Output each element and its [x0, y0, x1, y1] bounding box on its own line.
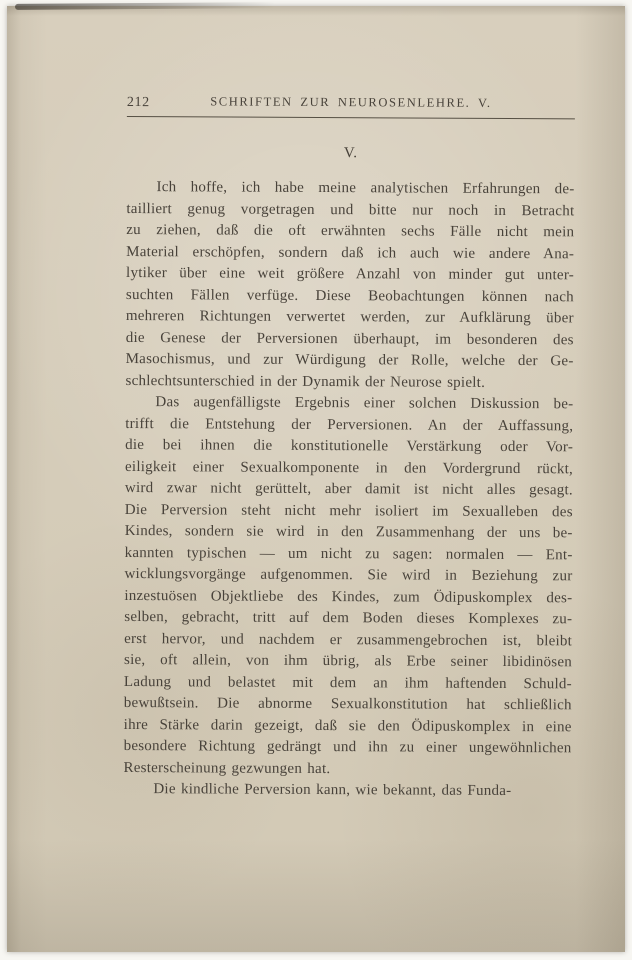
text-line: die Genese der Perversionen überhaupt, im besonderen des — [125, 329, 574, 348]
text-line: inzestuösen Objektliebe des Kindes, zum Ödipuskomplex des- — [124, 587, 573, 606]
text-line: selben, gebracht, tritt auf dem Boden dieses Komplexes zu- — [124, 608, 573, 628]
text-line: suchten Fällen verfüge. Diese Beobachtungen können nach — [125, 286, 574, 305]
text-line: tailliert genug vorgetragen und bitte nur noch in Betracht — [126, 200, 575, 219]
page-header — [127, 94, 575, 114]
text-line: Ich hoffe, ich habe meine analytischen Erfahrungen de- — [156, 179, 575, 198]
page-number: 212 — [126, 94, 150, 111]
text-line: bewußtsein. Die abnorme Sexualkonstitution hat schließlich — [123, 694, 572, 714]
scanned-book-page — [7, 6, 625, 952]
page-content — [123, 94, 575, 803]
text-line: Das augenfälligste Ergebnis einer solchen Diskussion be- — [155, 394, 574, 413]
text-line: mehreren Richtungen verwertet werden, zur Aufklärung über — [125, 307, 574, 327]
text-line: ihre Stärke darin gezeigt, daß sie den Ödipuskomplex in eine — [123, 716, 572, 735]
text-line: Die Perversion steht nicht mehr isoliert im Sexualleben des — [124, 501, 573, 520]
text-line: wird zwar nicht gerüttelt, aber damit ist nicht alles gesagt. — [124, 479, 573, 499]
text-line: eiligkeit einer Sexualkomponente in den Vordergrund rückt, — [125, 458, 574, 477]
text-line: Material erschöpfen, sondern daß ich auch wie andere Ana- — [126, 243, 575, 262]
text-line: Ladung und belastet mit dem an ihm haftenden Schuld- — [123, 673, 572, 692]
text-line: Kindes, sondern sie wird in den Zusammenhang der uns be- — [124, 522, 573, 542]
text-line: sie, oft allein, von ihm übrig, als Erbe seiner libidinösen — [123, 651, 573, 671]
text-line: besondere Richtung gedrängt und ihn zu einer ungewöhnlichen — [123, 737, 572, 757]
text-line: lytiker über eine weit größere Anzahl von minder gut unter- — [126, 264, 575, 284]
running-header: SCHRIFTEN ZUR NEUROSENLEHRE. V. — [210, 94, 492, 110]
text-line: Masochismus, und zur Würdigung der Rolle, welche der Ge- — [125, 350, 574, 370]
text-line: Resterscheinung gezwungen hat. — [123, 759, 331, 777]
text-line: trifft die Entstehung der Perversionen. An der Auffassung, — [125, 415, 574, 434]
text-line: kannten typischen — um nicht zu sagen: normalen — Ent- — [124, 544, 573, 563]
text-line: Die kindliche Perversion kann, wie bekannt, das Funda- — [153, 781, 512, 800]
section-heading: V. — [343, 145, 358, 162]
text-line: wicklungsvorgänge aufgenommen. Sie wird in Beziehung zur — [124, 565, 573, 585]
page-body — [123, 177, 574, 803]
text-line: die bei ihnen die konstitutionelle Verstärkung oder Vor- — [125, 436, 574, 456]
text-line: schlechtsunterschied in der Dynamik der Neurose spielt. — [125, 372, 486, 391]
header-rule — [127, 116, 575, 119]
text-line: zu ziehen, daß die oft erwähnten sechs Fälle nicht mein — [126, 221, 575, 241]
text-line: erst hervor, und nachdem er zusammengebrochen ist, bleibt — [124, 630, 573, 649]
